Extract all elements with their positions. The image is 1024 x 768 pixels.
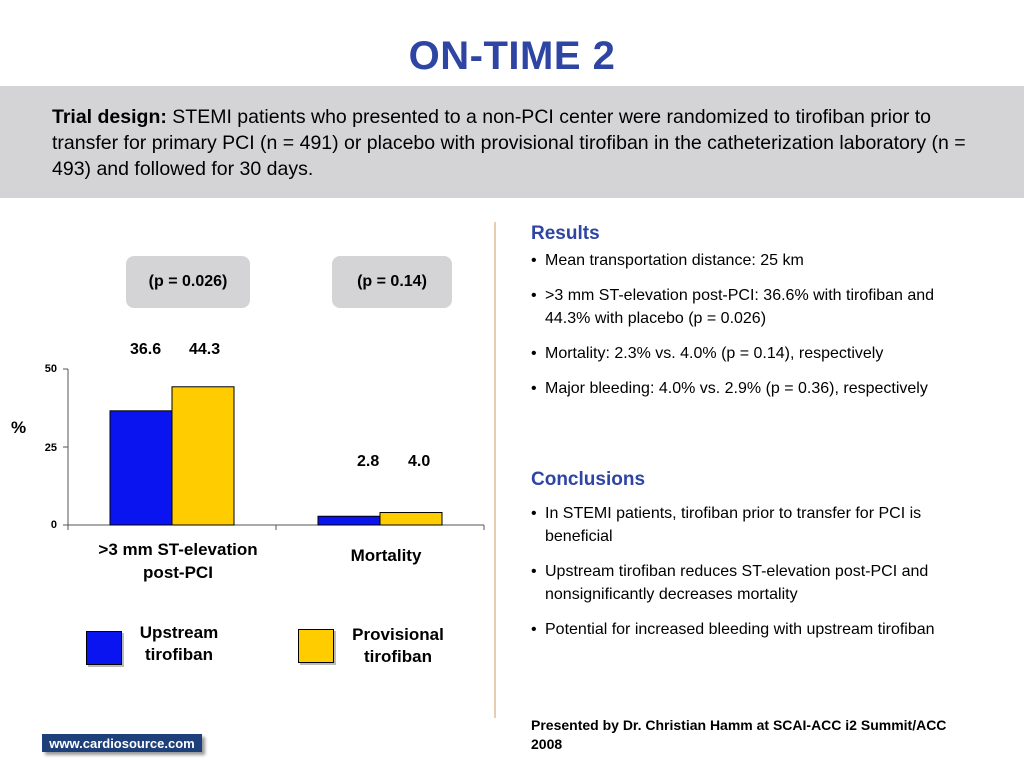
- y-tick-label: 50: [44, 363, 57, 375]
- bar-upstream: [110, 411, 172, 525]
- bar-upstream: [318, 516, 380, 525]
- x-category-label: Mortality: [350, 546, 422, 565]
- list-item: • Upstream tirofiban reduces ST-elevation post-PCI and nonsignificantly decreases mortality: [531, 560, 981, 606]
- results-list: [531, 249, 981, 412]
- list-item: • Potential for increased bleeding with upstream tirofiban: [531, 618, 981, 641]
- y-tick-label: 0: [50, 519, 57, 531]
- conclusions-list: [531, 502, 981, 653]
- y-tick-label: 25: [44, 442, 57, 454]
- y-axis-label: %: [11, 418, 27, 437]
- list-item: • >3 mm ST-elevation post-PCI: 36.6% with tirofiban and 44.3% with placebo (p = 0.026): [531, 284, 981, 330]
- list-item: • Mortality: 2.3% vs. 4.0% (p = 0.14), respectively: [531, 342, 981, 365]
- bar-provisional: [172, 387, 234, 525]
- list-item: • In STEMI patients, tirofiban prior to transfer for PCI is beneficial: [531, 502, 981, 548]
- legend-swatch-provisional: [298, 629, 334, 663]
- bar-value-label: 2.8: [357, 453, 380, 470]
- presenter-credit: Presented by Dr. Christian Hamm at SCAI-ACC i2 Summit/ACC 2008: [531, 717, 947, 752]
- legend-label-upstream: Upstream tirofiban: [139, 623, 219, 664]
- trial-design-text: [52, 104, 972, 182]
- legend-swatch-upstream: [86, 631, 122, 665]
- p-value-box-st-elevation: (p = 0.026): [126, 256, 250, 308]
- bar-value-label: 44.3: [189, 341, 221, 358]
- legend-label-provisional: Provisional tirofiban: [352, 625, 444, 666]
- conclusions-heading: Conclusions: [531, 469, 646, 490]
- trial-design-label: Trial design:: [52, 106, 167, 128]
- list-item: • Mean transportation distance: 25 km: [531, 249, 981, 272]
- column-divider: [494, 222, 496, 718]
- bar-provisional: [380, 513, 442, 525]
- cardiosource-logo[interactable]: www.cardiosource.com: [42, 734, 202, 752]
- bar-value-label: 36.6: [130, 341, 162, 358]
- x-category-label: >3 mm ST-elevation post-PCI: [98, 540, 258, 582]
- page-title: ON-TIME 2: [408, 34, 616, 78]
- results-heading: Results: [531, 223, 600, 244]
- list-item: • Major bleeding: 4.0% vs. 2.9% (p = 0.36), respectively: [531, 377, 981, 400]
- p-value-box-mortality: (p = 0.14): [332, 256, 452, 308]
- trial-design-body: STEMI patients who presented to a non-PCI center were randomized to tirofiban prior to transfer for primary PCI (n = 491) or placebo with provisional tirofiban in the catheterization laboratory (n = 493) and followed for 30 days.: [52, 106, 966, 180]
- bar-value-label: 4.0: [408, 453, 431, 470]
